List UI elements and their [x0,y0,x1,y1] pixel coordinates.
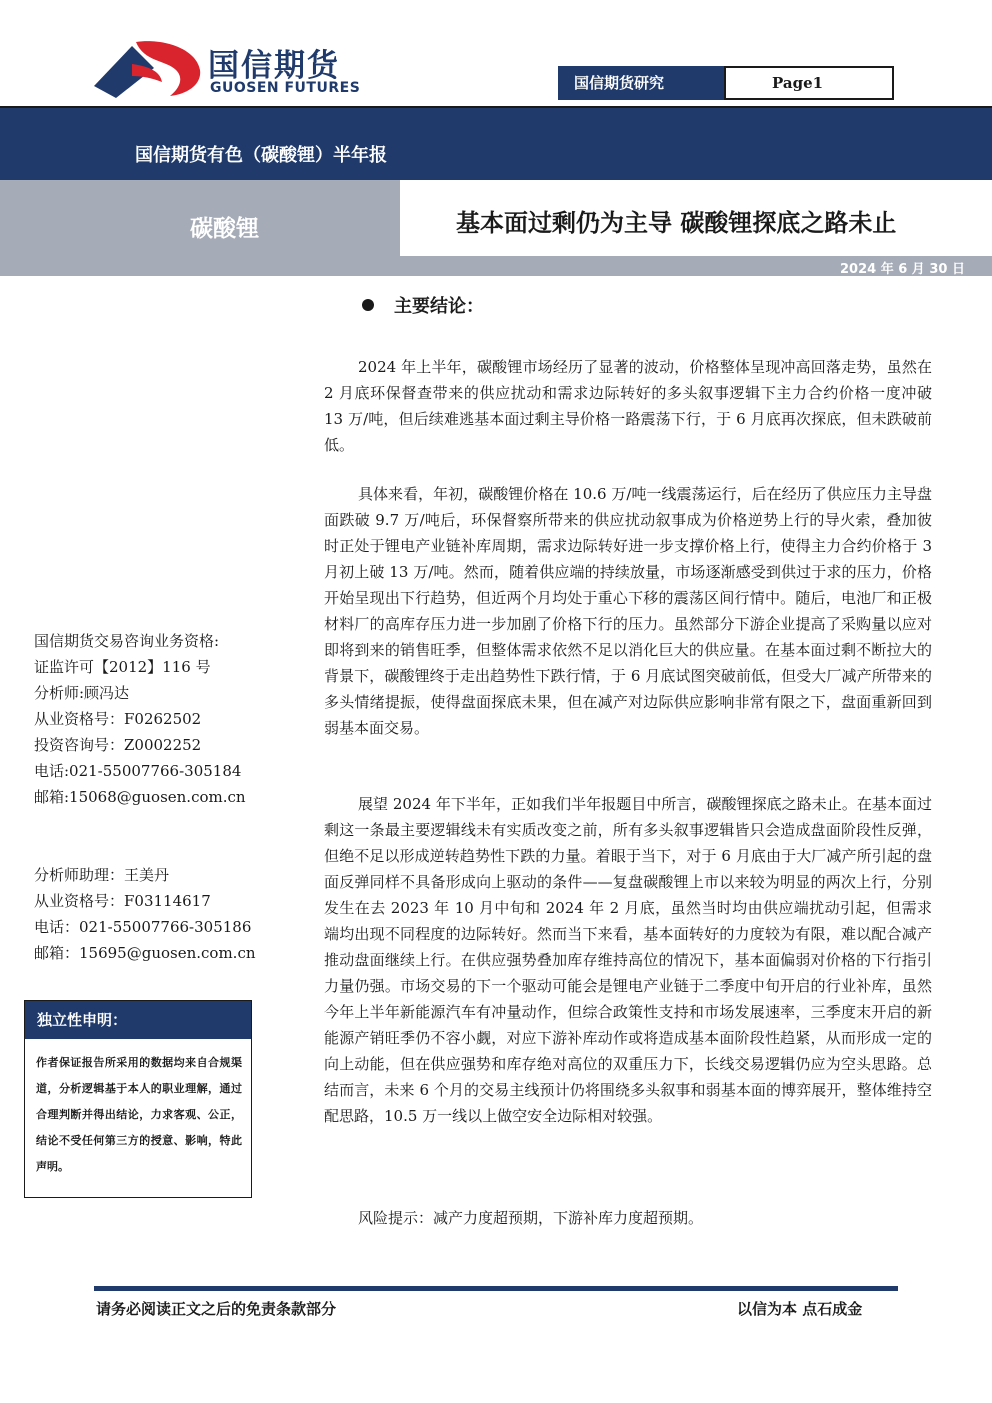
declaration-title: 独立性申明： [25,1001,251,1039]
footer-slogan: 以信为本 点石成金 [737,1300,863,1318]
assistant-phone: 电话：021-55007766-305186 [34,918,252,936]
analyst-license: 证监许可【2012】116 号 [34,658,211,676]
analyst-consult-number: 投资咨询号：Z0002252 [34,736,202,754]
report-date: 2024 年 6 月 30 日 [840,262,965,277]
report-title: 基本面过剩仍为主导 碳酸锂探底之路未止 [456,208,897,237]
brand-name-cn: 国信期货 [208,48,340,84]
conclusion-paragraph-1: 2024 年上半年，碳酸锂市场经历了显著的波动，价格整体呈现冲高回落走势，虽然在 2 月底环保督查带来的供应扰动和需求边际转好的多头叙事逻辑下主力合约价格一度冲破 13 万/吨，但后续难逃基本面过剩主导价格一路震荡下行，于 6 月底再次探底，但未跌破前低。 [324,358,932,454]
assistant-cert-number: 从业资格号：F03114617 [34,892,211,910]
assistant-name: 分析师助理：王美丹 [34,866,170,884]
research-label: 国信期货研究 [558,66,724,100]
page-label: Page1 [724,66,894,100]
analyst-name: 分析师:顾冯达 [34,684,130,702]
declaration-text: 作者保证报告所采用的数据均来自合规渠道，分析逻辑基于本人的职业理解，通过合理判断并得出结论，力求客观、公正，结论不受任何第三方的授意、影响，特此声明。 [36,1056,242,1173]
conclusion-paragraph-3: 展望 2024 年下半年，正如我们半年报题目中所言，碳酸锂探底之路未止。在基本面过剩这一条最主要逻辑线未有实质改变之前，所有多头叙事逻辑皆只会造成盘面阶段性反弹，但绝不足以形成逆转趋势性下跌的力量。着眼于当下，对于 6 月底由于大厂减产所引起的盘面反弹同样不具备形成向上驱动的条件——复盘碳酸锂上市以来较为明显的两次上行，分别发生在去 2023 年 10 月中旬和 2024 年 2 月底，虽然当时均由供应端扰动引起，但需求端均出现不同程度的边际转好。然而当下来看，基本面转好的力度较为有限，难以配合减产推动盘面继续上行。在供应强势叠加库存维持高位的情况下，基本面偏弱对价格的下行指引力量仍强。市场交易的下一个驱动可能会是锂电产业链于二季度中旬开启的行业补库，虽然今年上半年新能源汽车有冲量动作，但综合政策性支持和市场发展速率，三季度末开启的新能源产销旺季仍不容小觑，对应下游补库动作或将造成基本面阶段性趋紧，从而形成一定的向上动能，但在供应强势和库存绝对高位的双重压力下，长线交易逻辑仍应为空头思路。总结而言，未来 6 个月的交易主线预计仍将围绕多头叙事和弱基本面的博弈展开，整体维持空配思路，10.5 万一线以上做空安全边际相对较强。 [324,795,932,1125]
analyst-qualification: 国信期货交易咨询业务资格: [34,632,220,650]
guosen-logo-icon [92,40,204,98]
conclusion-heading: 主要结论： [394,296,484,317]
report-category: 碳酸锂 [190,215,259,242]
footer-disclaimer-note: 请务必阅读正文之后的免责条款部分 [96,1300,337,1318]
analyst-cert-number: 从业资格号：F0262502 [34,710,202,728]
brand-name-en: GUOSEN FUTURES [210,80,361,96]
report-type: 国信期货有色（碳酸锂）半年报 [135,145,387,166]
analyst-phone: 电话:021-55007766-305184 [34,762,242,780]
footer-divider [94,1286,898,1291]
conclusion-paragraph-2: 具体来看，年初，碳酸锂价格在 10.6 万/吨一线震荡运行，后在经历了供应压力主导盘面跌破 9.7 万/吨后，环保督察所带来的供应扰动叙事成为价格逆势上行的导火索，叠加彼时正处于锂电产业链补库周期，需求边际转好进一步支撑价格上行，使得主力合约价格于 3 月初上破 13 万/吨。然而，随着供应端的持续放量，市场逐渐感受到供过于求的压力，价格开始呈现出下行趋势，但近两个月均处于重心下移的震荡区间行情中。随后，电池厂和正极材料厂的高库存压力进一步加剧了价格下行的压力。虽然部分下游企业提高了采购量以应对即将到来的销售旺季，但整体需求依然不足以消化巨大的供应量。在基本面过剩不断拉大的背景下，碳酸锂终于走出趋势性下跌行情，于 6 月底试图突破前低，但受大厂减产所带来的多头情绪提振，使得盘面探底未果，但在减产对边际供应影响非常有限之下，盘面重新回到弱基本面交易。 [324,485,932,737]
analyst-email: 邮箱:15068@guosen.com.cn [34,788,246,806]
assistant-email: 邮箱：15695@guosen.com.cn [34,944,256,962]
risk-warning: 风险提示：减产力度超预期，下游补库力度超预期。 [358,1209,704,1227]
bullet-icon [362,299,374,311]
